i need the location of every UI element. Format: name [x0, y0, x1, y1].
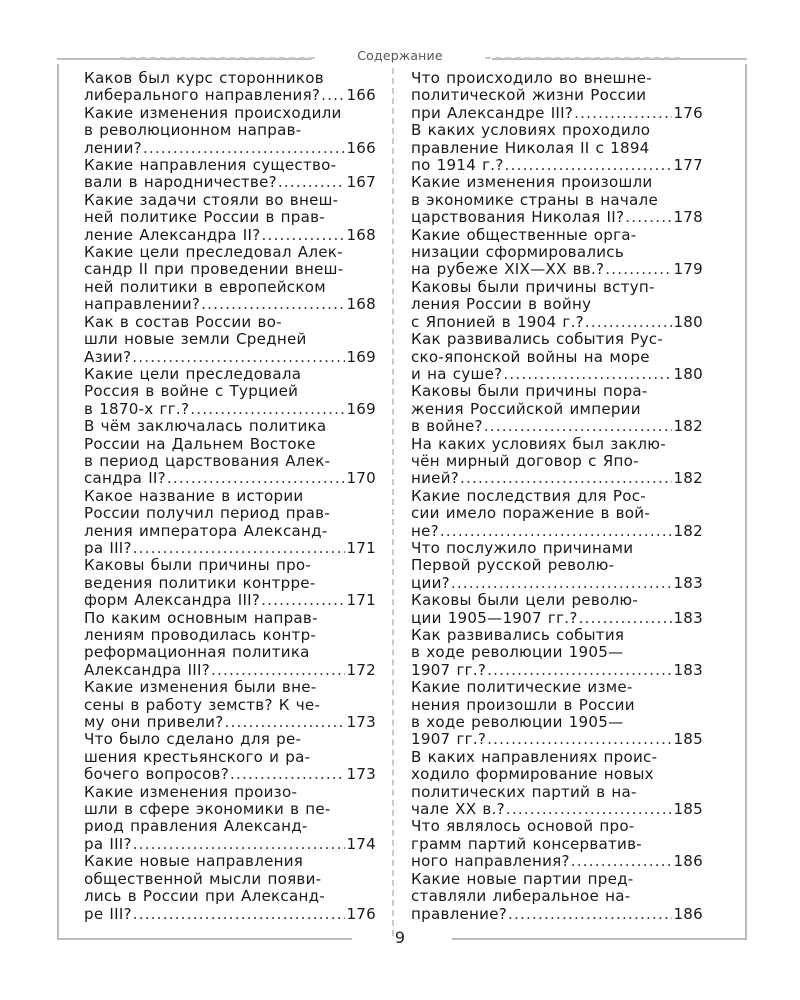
toc-page-number: 172 — [346, 660, 376, 679]
toc-page-number: 169 — [346, 347, 376, 366]
toc-entry[interactable] — [84, 314, 376, 366]
toc-page-number: 180 — [673, 364, 703, 383]
toc-entry-line: 1907 гг.? — [411, 660, 487, 679]
toc-entry-line: Азии? — [84, 347, 132, 366]
toc-entry-line: в 1870-х гг.? — [84, 399, 190, 418]
dot-leader — [201, 296, 345, 313]
toc-entry-line: Что было сделано для ре- — [84, 730, 302, 749]
dot-leader — [487, 662, 672, 679]
toc-entry[interactable] — [411, 331, 703, 383]
toc-entry[interactable] — [411, 279, 703, 331]
dot-leader — [278, 174, 346, 191]
toc-entry[interactable] — [411, 174, 703, 226]
toc-entry[interactable] — [84, 610, 376, 680]
toc-entry[interactable] — [84, 679, 376, 731]
toc-page-number: 177 — [673, 156, 703, 175]
toc-entry-line: сандр II при проведении внеш- — [84, 260, 344, 279]
toc-entry-line: нения произошли в России — [411, 695, 635, 714]
toc-entry-line: ней политике России в прав- — [84, 208, 325, 227]
toc-entry-line: на рубеже XIX—XX вв.? — [411, 260, 605, 279]
toc-entry-last-line — [411, 801, 703, 818]
toc-entry-line: ней политики в европейском — [84, 277, 326, 296]
toc-entry-line: при Александре III? — [411, 103, 574, 122]
toc-entry-line: жения Российской империи — [411, 399, 641, 418]
toc-entry-line: сены в работу земств? К че- — [84, 695, 321, 714]
dot-leader — [585, 314, 673, 331]
toc-entry-line: ции 1905—1907 гг.? — [411, 608, 578, 627]
toc-entry-line: риод правления Александ- — [84, 817, 308, 836]
contents-column-left — [84, 70, 376, 923]
toc-entry-line: ра III? — [84, 834, 132, 853]
toc-entry-line: Как развивались события Рус- — [411, 330, 664, 349]
toc-entry[interactable] — [84, 70, 376, 105]
dot-leader — [508, 906, 672, 923]
toc-entry[interactable] — [411, 383, 703, 435]
toc-entry-last-line — [84, 906, 376, 923]
toc-entry-line: в ходе революции 1905— — [411, 713, 624, 732]
toc-entry-line: шения крестьянского и ра- — [84, 747, 311, 766]
toc-entry[interactable] — [84, 105, 376, 157]
toc-entry-line: лениям проводилась контр- — [84, 626, 317, 644]
toc-entry-line: чале XX в.? — [411, 800, 505, 819]
toc-entry[interactable] — [411, 122, 703, 174]
toc-entry-line: Что являлось основой про- — [411, 817, 635, 836]
toc-entry-line: Что послужило причинами — [411, 538, 634, 557]
toc-entry-line: Какое название в истории — [84, 486, 304, 505]
dot-leader — [190, 401, 345, 418]
toc-entry[interactable] — [411, 540, 703, 592]
toc-entry[interactable] — [411, 818, 703, 870]
toc-entry-last-line — [84, 662, 376, 679]
dot-leader — [167, 470, 346, 487]
frame-bottom-left-border — [57, 938, 352, 940]
toc-entry-last-line — [84, 714, 376, 731]
toc-page-number: 167 — [346, 173, 376, 192]
toc-entry[interactable] — [84, 244, 376, 314]
toc-entry-line: ра III? — [84, 538, 132, 557]
toc-entry-line: реформационная политика — [84, 643, 310, 662]
toc-entry-last-line — [411, 853, 703, 870]
toc-entry-last-line — [411, 906, 703, 923]
toc-entry[interactable] — [84, 488, 376, 558]
toc-entry-line: политической жизни России — [411, 86, 647, 105]
toc-entry-line: В каких направлениях проис- — [411, 747, 658, 766]
toc-entry-line: сандра II? — [84, 469, 166, 488]
toc-entry-line: России получил период прав- — [84, 504, 331, 523]
contents-column-right — [411, 70, 703, 923]
toc-entry-line: по 1914 г.? — [411, 156, 504, 175]
dot-leader — [579, 610, 673, 627]
toc-page-number: 176 — [673, 103, 703, 122]
toc-entry-line: ведения политики контрре- — [84, 573, 316, 592]
toc-entry[interactable] — [411, 627, 703, 679]
toc-page-number: 182 — [673, 417, 703, 436]
toc-entry-line: Россия в войне с Турцией — [84, 382, 299, 401]
toc-entry-line: общественной мысли появи- — [84, 869, 322, 888]
toc-entry[interactable] — [84, 366, 376, 418]
toc-entry-last-line — [84, 766, 376, 783]
toc-entry[interactable] — [84, 557, 376, 609]
toc-page-number: 182 — [673, 521, 703, 540]
toc-entry[interactable] — [84, 418, 376, 488]
toc-entry-line: форм Александра III? — [84, 591, 261, 610]
toc-entry-last-line — [411, 662, 703, 679]
frame-bottom-right-border — [452, 938, 747, 940]
toc-entry-line: Какие цели преследовала — [84, 364, 302, 383]
toc-entry-last-line — [411, 575, 703, 592]
dot-leader — [487, 731, 672, 748]
toc-page-number: 176 — [346, 904, 376, 923]
toc-entry-line: в экономике страны в начале — [411, 190, 658, 209]
toc-entry-last-line — [411, 470, 703, 487]
toc-entry-line: бочего вопросов? — [84, 765, 229, 784]
toc-entry[interactable] — [84, 784, 376, 854]
toc-entry-line: шли в сфере экономики в пе- — [84, 800, 331, 819]
toc-entry[interactable] — [84, 157, 376, 192]
toc-page-number: 173 — [346, 713, 376, 732]
dot-leader — [484, 418, 673, 435]
toc-entry-line: Каковы были цели револю- — [411, 591, 639, 610]
toc-entry-line: чён мирный договор с Япо- — [411, 451, 639, 470]
toc-entry-line: Какие последствия для Рос- — [411, 486, 646, 505]
toc-entry-line: ходило формирование новых — [411, 765, 654, 784]
toc-entry-last-line — [411, 523, 703, 540]
toc-page-number: 183 — [673, 573, 703, 592]
toc-entry-line: политических партий в на- — [411, 782, 637, 801]
dot-leader — [460, 470, 672, 487]
toc-entry-line: с Японией в 1904 г.? — [411, 312, 584, 331]
frame-right-border — [745, 64, 747, 940]
dot-leader — [440, 523, 673, 540]
toc-page-number: 169 — [346, 399, 376, 418]
dot-leader — [505, 157, 673, 174]
toc-page-number: 179 — [673, 260, 703, 279]
toc-entry[interactable] — [411, 227, 703, 279]
dot-leader — [211, 662, 345, 679]
toc-entry-line: Какие цели преследовал Алек- — [84, 243, 343, 262]
toc-page-number: 182 — [673, 469, 703, 488]
toc-entry-line: Каковы были причины пора- — [411, 382, 648, 401]
toc-entry-last-line — [84, 540, 376, 557]
column-divider — [392, 68, 394, 936]
toc-entry-line: не? — [411, 521, 439, 540]
toc-entry-last-line — [84, 592, 376, 609]
toc-entry-line: Какие направления существо- — [84, 156, 337, 175]
dot-leader — [230, 766, 345, 783]
dot-leader — [321, 87, 345, 104]
toc-entry-line: ско-японской войны на море — [411, 347, 650, 366]
toc-entry[interactable] — [411, 592, 703, 627]
toc-page-number: 186 — [673, 852, 703, 871]
toc-entry-line: Какие изменения были вне- — [84, 678, 317, 697]
toc-entry-line: ление Александра II? — [84, 225, 261, 244]
section-title: Содержание — [357, 48, 443, 63]
toc-entry-line: в войне? — [411, 417, 483, 436]
header-divider-right — [485, 57, 680, 59]
toc-entry-last-line — [84, 401, 376, 418]
toc-entry-last-line — [84, 174, 376, 191]
toc-entry-last-line — [411, 261, 703, 278]
toc-page-number: 166 — [346, 86, 376, 105]
toc-entry-line: Каковы были причины про- — [84, 556, 312, 575]
toc-entry-last-line — [411, 105, 703, 122]
toc-entry-line: сии имело поражение в вой- — [411, 504, 651, 523]
toc-entry-line: Какие изменения произо- — [84, 782, 298, 801]
toc-entry-line: низации сформировались — [411, 243, 624, 262]
toc-entry-line: ления императора Александ- — [84, 521, 328, 540]
toc-page-number: 180 — [673, 312, 703, 331]
dot-leader — [261, 227, 345, 244]
dot-leader — [574, 105, 672, 122]
toc-page-number: 168 — [346, 225, 376, 244]
toc-entry-last-line — [84, 836, 376, 853]
toc-page-number: 173 — [346, 765, 376, 784]
toc-entry-line: грамм партий консерватив- — [411, 834, 642, 853]
toc-entry-line: ления России в войну — [411, 295, 592, 314]
toc-entry-line: правление? — [411, 904, 508, 923]
toc-page-number: 170 — [346, 469, 376, 488]
toc-entry[interactable] — [84, 731, 376, 783]
toc-entry-line: России на Дальнем Востоке — [84, 434, 316, 453]
toc-entry-line: Какие изменения произошли — [411, 173, 653, 192]
dot-leader — [506, 801, 673, 818]
toc-entry-line: 1907 гг.? — [411, 730, 487, 749]
toc-entry[interactable] — [411, 749, 703, 819]
toc-entry-line: ре III? — [84, 904, 132, 923]
dot-leader — [133, 540, 346, 557]
dot-leader — [225, 714, 346, 731]
dot-leader — [625, 209, 672, 226]
toc-entry-last-line — [84, 227, 376, 244]
frame-left-border — [57, 64, 59, 940]
toc-entry-line: направлении? — [84, 295, 201, 314]
toc-entry-last-line — [411, 157, 703, 174]
toc-entry-line: Как развивались события — [411, 626, 625, 644]
dot-leader — [132, 349, 345, 366]
toc-entry-line: в период царствования Алек- — [84, 451, 331, 470]
toc-entry-line: Какие политические изме- — [411, 678, 633, 697]
toc-entry-line: лись в России при Александ- — [84, 887, 325, 906]
toc-page-number: 171 — [346, 591, 376, 610]
toc-entry-last-line — [411, 610, 703, 627]
dot-leader — [133, 906, 346, 923]
dot-leader — [133, 836, 346, 853]
toc-page-number: 185 — [673, 800, 703, 819]
toc-entry-line: В чём заключалась политика — [84, 417, 327, 436]
toc-entry[interactable] — [411, 871, 703, 923]
toc-entry-last-line — [84, 87, 376, 104]
toc-entry-line: ставляли либеральное на- — [411, 887, 631, 906]
toc-page-number: 166 — [346, 138, 376, 157]
toc-entry-line: По каким основным направ- — [84, 608, 318, 627]
toc-entry-last-line — [84, 349, 376, 366]
toc-page-number: 178 — [673, 208, 703, 227]
toc-entry-last-line — [84, 140, 376, 157]
toc-entry-line: шли новые земли Средней — [84, 330, 307, 349]
toc-entry-line: Какие изменения происходили — [84, 103, 342, 122]
toc-entry-line: и на суше? — [411, 364, 503, 383]
toc-page-number: 186 — [673, 904, 703, 923]
toc-page-number: 183 — [673, 660, 703, 679]
toc-entry-line: в революционном направ- — [84, 121, 302, 140]
header-divider-left — [120, 57, 315, 59]
toc-entry-last-line — [411, 731, 703, 748]
toc-entry[interactable] — [411, 436, 703, 488]
dot-leader — [605, 261, 672, 278]
toc-entry-line: нией? — [411, 469, 460, 488]
dot-leader — [261, 592, 345, 609]
toc-page-number: 183 — [673, 608, 703, 627]
toc-entry-line: Какие новые направления — [84, 852, 304, 871]
dot-leader — [503, 366, 672, 383]
toc-entry-last-line — [411, 366, 703, 383]
toc-entry[interactable] — [84, 853, 376, 923]
toc-entry-line: В каких условиях проходило — [411, 121, 651, 140]
toc-page-number: 168 — [346, 295, 376, 314]
toc-entry-line: ции? — [411, 573, 450, 592]
dot-leader — [451, 575, 673, 592]
toc-entry-last-line — [84, 296, 376, 313]
toc-entry-line: му они привели? — [84, 713, 224, 732]
toc-page-number: 171 — [346, 538, 376, 557]
toc-entry-line: Каковы были причины вступ- — [411, 277, 655, 296]
toc-entry-line: вали в народничестве? — [84, 173, 277, 192]
toc-entry[interactable] — [411, 70, 703, 122]
toc-entry-line: Александра III? — [84, 660, 210, 679]
toc-entry[interactable] — [411, 488, 703, 540]
dot-leader — [143, 140, 346, 157]
toc-entry-line: в ходе революции 1905— — [411, 643, 624, 662]
toc-entry-line: Какие новые партии пред- — [411, 869, 634, 888]
toc-entry-last-line — [84, 470, 376, 487]
toc-entry-last-line — [411, 418, 703, 435]
toc-page-number: 174 — [346, 834, 376, 853]
toc-entry-line: правление Николая II с 1894 — [411, 138, 650, 157]
toc-entry-line: ного направления? — [411, 852, 570, 871]
toc-entry[interactable] — [84, 192, 376, 244]
page-number: 9 — [394, 928, 406, 947]
toc-entry[interactable] — [411, 679, 703, 749]
toc-entry-line: Как в состав России во- — [84, 312, 282, 331]
toc-entry-line: Что происходило во внешне- — [411, 69, 652, 87]
toc-entry-line: Первой русской револю- — [411, 556, 615, 575]
toc-entry-line: Какие задачи стояли во внеш- — [84, 190, 339, 209]
toc-entry-line: Какие общественные орга- — [411, 225, 637, 244]
toc-entry-line: Каков был курс сторонников — [84, 69, 324, 87]
dot-leader — [571, 853, 673, 870]
toc-entry-line: лении? — [84, 138, 142, 157]
toc-entry-line: либерального направления? — [84, 86, 321, 105]
toc-entry-line: На каких условиях был заклю- — [411, 434, 666, 453]
toc-entry-line: царствования Николая II? — [411, 208, 625, 227]
toc-entry-last-line — [411, 314, 703, 331]
toc-page-number: 185 — [673, 730, 703, 749]
toc-entry-last-line — [411, 209, 703, 226]
